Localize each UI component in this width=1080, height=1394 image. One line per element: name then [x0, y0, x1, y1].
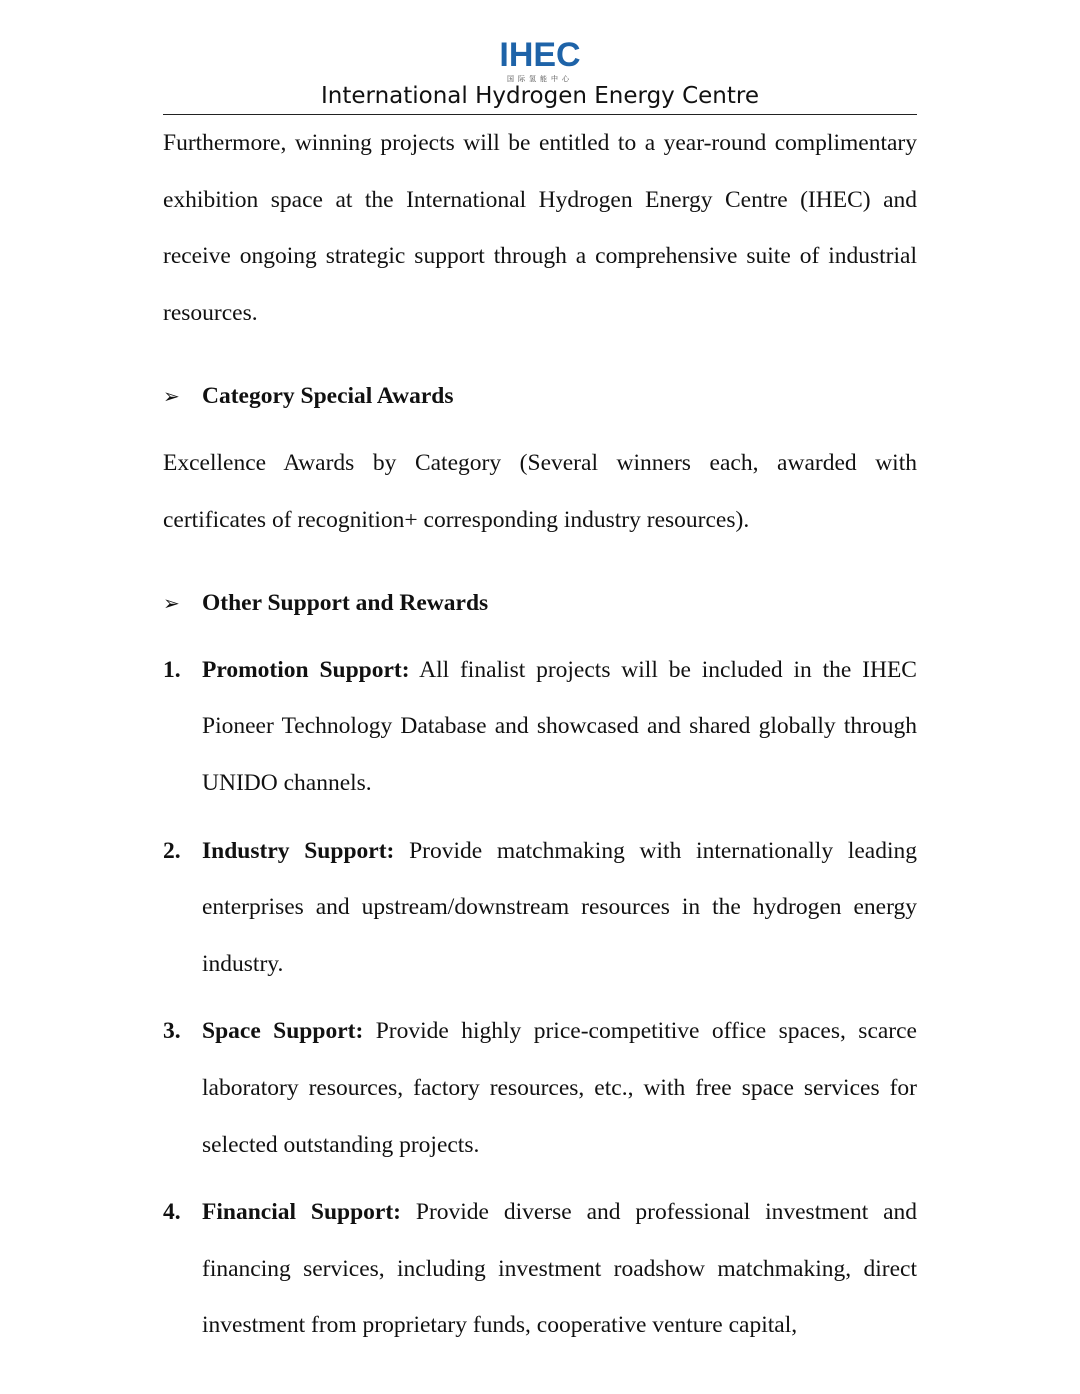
list-item-industry-support: [163, 823, 917, 993]
list-number: 3.: [163, 1018, 181, 1045]
list-item-text: All finalist projects will be included in the IHEC Pioneer Technology Database and showcased and shared globally through UNIDO channels.: [202, 656, 917, 796]
section-heading-text: Category Special Awards: [202, 383, 454, 410]
list-number: 4.: [163, 1199, 181, 1226]
list-item-text: Provide matchmaking with internationally leading enterprises and upstream/downstream resources in the hydrogen energy industry.: [202, 837, 917, 977]
page-header: [163, 38, 917, 116]
list-item-text: Provide highly price-competitive office spaces, scarce laboratory resources, factory resources, etc., with free space services for selected outstanding projects.: [202, 1018, 917, 1158]
list-item-space-support: [163, 1003, 917, 1173]
document-body: [163, 115, 917, 1354]
arrow-bullet-icon: ➢: [163, 591, 180, 616]
section-heading-other-support: [163, 575, 917, 632]
logo-subtext: 国际氢能中心: [507, 75, 573, 83]
section-heading-category-awards: [163, 368, 917, 425]
list-item-promotion-support: [163, 642, 917, 812]
arrow-bullet-icon: ➢: [163, 384, 180, 409]
intro-paragraph: Furthermore, winning projects will be entitled to a year-round complimentary exhibition space at the International Hydrogen Energy Centre (IHEC) and receive ongoing strategic support through a comprehensive suite of industrial resources.: [163, 130, 917, 326]
list-item-label: Space Support:: [202, 1018, 364, 1045]
list-number: 1.: [163, 656, 181, 683]
ihec-logo: [489, 38, 591, 84]
list-item-financial-support: [163, 1184, 917, 1354]
list-item-text: Provide diverse and professional investment and financing services, including investment roadshow matchmaking, direct investment from proprietary funds, cooperative venture capital,: [202, 1199, 918, 1339]
list-item-label: Industry Support:: [202, 837, 395, 864]
support-list: [163, 642, 917, 1354]
section-heading-text: Other Support and Rewards: [202, 590, 489, 617]
list-number: 2.: [163, 837, 181, 864]
header-title: International Hydrogen Energy Centre: [320, 83, 759, 109]
list-item-label: Promotion Support:: [202, 656, 410, 683]
logo-wordmark: IHEC: [499, 36, 581, 74]
list-item-label: Financial Support:: [202, 1199, 401, 1226]
category-awards-paragraph: Excellence Awards by Category (Several winners each, awarded with certificates of recognition+ corresponding industry resources).: [163, 449, 917, 533]
